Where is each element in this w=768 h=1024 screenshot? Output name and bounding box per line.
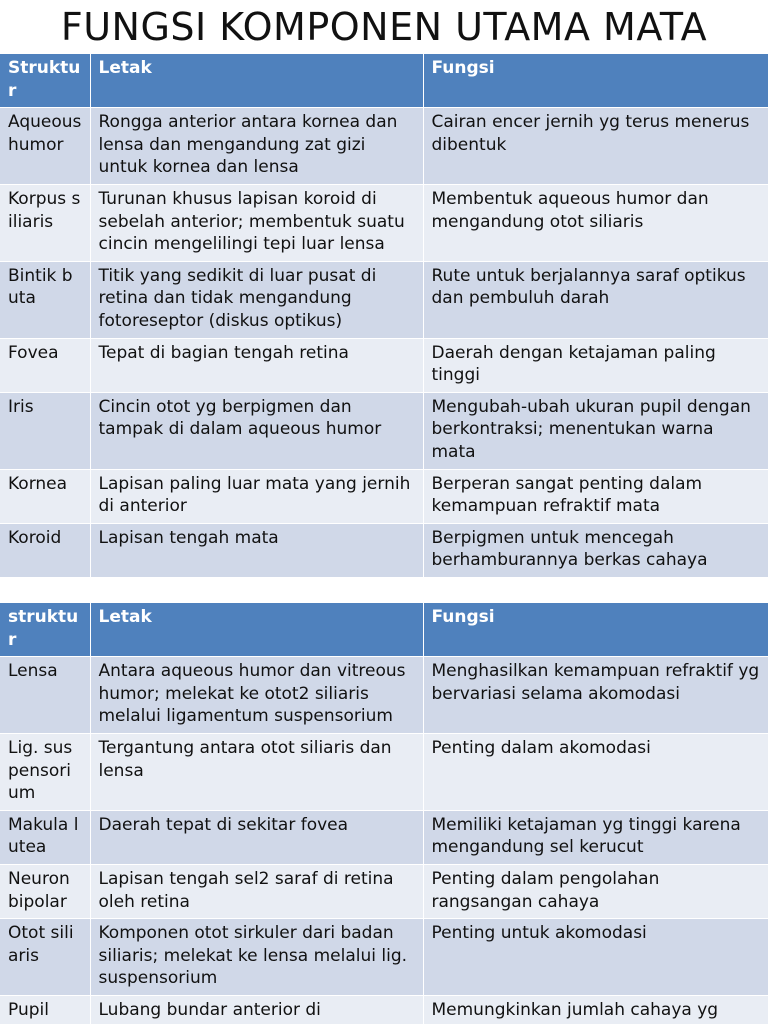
- cell-letak: Lubang bundar anterior di: [90, 995, 423, 1024]
- cell-struktur: Neuron bipolar: [0, 864, 90, 918]
- table-row: [0, 995, 768, 1024]
- cell-fungsi: Penting dalam akomodasi: [423, 733, 768, 810]
- cell-fungsi: Memungkinkan jumlah cahaya yg: [423, 995, 768, 1024]
- cell-struktur: Koroid: [0, 523, 90, 577]
- cell-struktur: Lensa: [0, 657, 90, 734]
- cell-letak: Antara aqueous humor dan vitreous humor; melekat ke otot2 siliaris melalui ligamentum suspensorium: [90, 657, 423, 734]
- header-struktur: Struktur: [0, 54, 90, 108]
- table-row: [0, 108, 768, 185]
- cell-letak: Turunan khusus lapisan koroid di sebelah anterior; membentuk suatu cincin mengelilingi tepi luar lensa: [90, 184, 423, 261]
- header-letak: Letak: [90, 54, 423, 108]
- cell-struktur: Fovea: [0, 338, 90, 392]
- cell-struktur: Lig. suspensorium: [0, 733, 90, 810]
- cell-letak: Lapisan tengah mata: [90, 523, 423, 577]
- cell-letak: Rongga anterior antara kornea dan lensa dan mengandung zat gizi untuk kornea dan lensa: [90, 108, 423, 185]
- cell-struktur: Kornea: [0, 469, 90, 523]
- cell-fungsi: Membentuk aqueous humor dan mengandung otot siliaris: [423, 184, 768, 261]
- cell-struktur: Korpus siliaris: [0, 184, 90, 261]
- table-2-container: [0, 603, 768, 1024]
- cell-letak: Lapisan tengah sel2 saraf di retina oleh retina: [90, 864, 423, 918]
- cell-struktur: Bintik buta: [0, 261, 90, 338]
- cell-letak: Daerah tepat di sekitar fovea: [90, 810, 423, 864]
- table-row: [0, 810, 768, 864]
- table-1-container: [0, 54, 768, 577]
- cell-letak: Komponen otot sirkuler dari badan siliaris; melekat ke lensa melalui lig. suspensorium: [90, 919, 423, 996]
- header-struktur: struktur: [0, 603, 90, 657]
- cell-fungsi: Daerah dengan ketajaman paling tinggi: [423, 338, 768, 392]
- header-fungsi: Fungsi: [423, 54, 768, 108]
- table-1: [0, 54, 768, 577]
- cell-struktur: Pupil: [0, 995, 90, 1024]
- header-fungsi: Fungsi: [423, 603, 768, 657]
- table-row: [0, 919, 768, 996]
- table-row: [0, 657, 768, 734]
- cell-letak: Titik yang sedikit di luar pusat di retina dan tidak mengandung fotoreseptor (diskus optikus): [90, 261, 423, 338]
- table-row: [0, 392, 768, 469]
- table-row: [0, 184, 768, 261]
- page-title: FUNGSI KOMPONEN UTAMA MATA: [60, 5, 708, 49]
- table-header-row: [0, 603, 768, 657]
- cell-struktur: Makula lutea: [0, 810, 90, 864]
- cell-struktur: Otot siliaris: [0, 919, 90, 996]
- cell-fungsi: Menghasilkan kemampuan refraktif yg bervariasi selama akomodasi: [423, 657, 768, 734]
- cell-letak: Tepat di bagian tengah retina: [90, 338, 423, 392]
- table-header-row: [0, 54, 768, 108]
- cell-fungsi: Cairan encer jernih yg terus menerus dibentuk: [423, 108, 768, 185]
- table-row: [0, 338, 768, 392]
- cell-fungsi: Berpigmen untuk mencegah berhamburannya berkas cahaya: [423, 523, 768, 577]
- cell-struktur: Iris: [0, 392, 90, 469]
- table-2: [0, 603, 768, 1024]
- cell-fungsi: Rute untuk berjalannya saraf optikus dan pembuluh darah: [423, 261, 768, 338]
- cell-fungsi: Berperan sangat penting dalam kemampuan refraktif mata: [423, 469, 768, 523]
- cell-letak: Lapisan paling luar mata yang jernih di anterior: [90, 469, 423, 523]
- table-row: [0, 733, 768, 810]
- table-row: [0, 864, 768, 918]
- cell-fungsi: Memiliki ketajaman yg tinggi karena mengandung sel kerucut: [423, 810, 768, 864]
- cell-fungsi: Mengubah-ubah ukuran pupil dengan berkontraksi; menentukan warna mata: [423, 392, 768, 469]
- cell-struktur: Aqueous humor: [0, 108, 90, 185]
- cell-fungsi: Penting untuk akomodasi: [423, 919, 768, 996]
- cell-letak: Cincin otot yg berpigmen dan tampak di dalam aqueous humor: [90, 392, 423, 469]
- table-row: [0, 469, 768, 523]
- table-row: [0, 261, 768, 338]
- header-letak: Letak: [90, 603, 423, 657]
- cell-fungsi: Penting dalam pengolahan rangsangan cahaya: [423, 864, 768, 918]
- cell-letak: Tergantung antara otot siliaris dan lensa: [90, 733, 423, 810]
- table-row: [0, 523, 768, 577]
